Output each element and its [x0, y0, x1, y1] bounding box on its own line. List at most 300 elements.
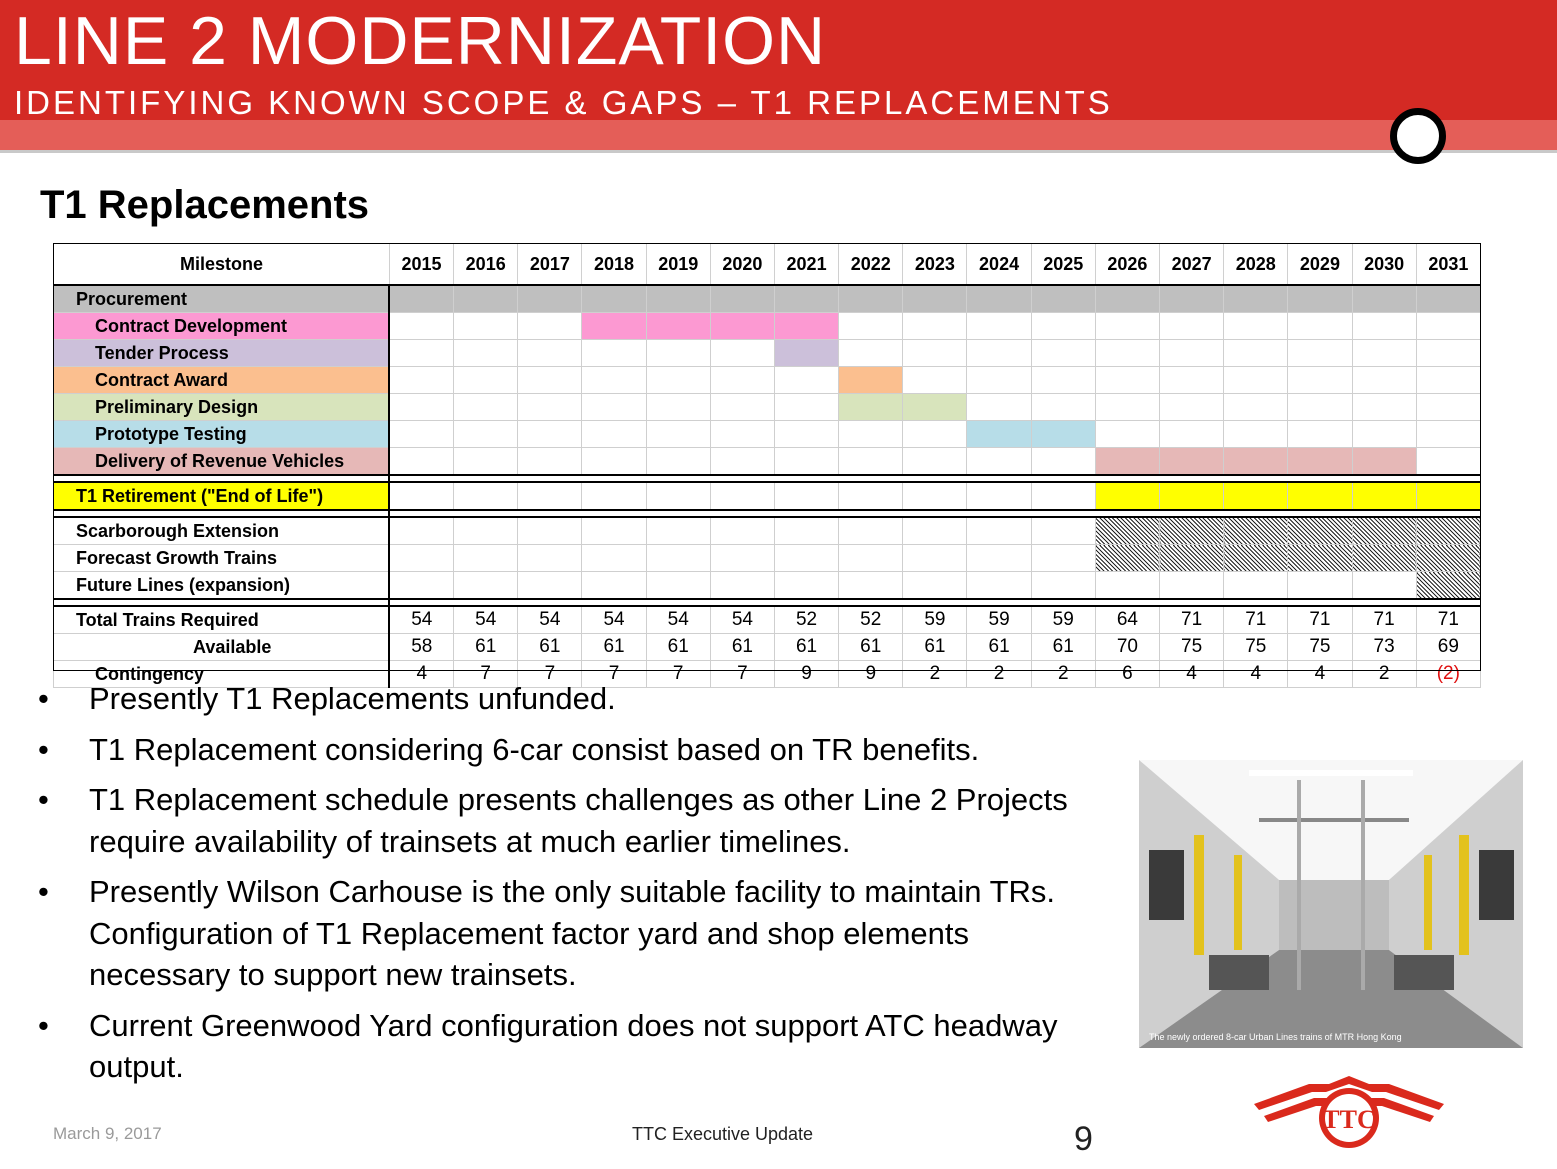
timeline-cell — [646, 285, 710, 313]
year-header: 2026 — [1095, 244, 1159, 286]
timeline-cell — [1031, 517, 1095, 545]
timeline-cell — [903, 448, 967, 476]
timeline-cell — [1160, 572, 1224, 600]
label-procurement: Procurement — [54, 285, 390, 313]
timeline-cell — [774, 482, 838, 510]
bullet-list — [38, 678, 1118, 1097]
timeline-cell — [518, 340, 582, 367]
timeline-cell — [582, 421, 646, 448]
label-t1-retirement: T1 Retirement ("End of Life") — [54, 482, 390, 510]
year-header: 2015 — [389, 244, 453, 286]
timeline-cell — [967, 517, 1031, 545]
timeline-cell — [1095, 482, 1159, 510]
timeline-cell — [967, 394, 1031, 421]
total-required-value: 54 — [518, 606, 582, 634]
contingency-value: 2 — [1031, 661, 1095, 688]
total-required-value: 71 — [1352, 606, 1416, 634]
timeline-cell — [1288, 421, 1352, 448]
contingency-value: 7 — [646, 661, 710, 688]
contingency-value: 9 — [774, 661, 838, 688]
timeline-cell — [1160, 285, 1224, 313]
timeline-cell — [710, 313, 774, 340]
contingency-value: 7 — [710, 661, 774, 688]
line-marker-icon — [1390, 108, 1446, 164]
timeline-cell — [1352, 367, 1416, 394]
bullet-item — [38, 871, 1118, 996]
header-band — [0, 120, 1557, 150]
total-required-value: 71 — [1224, 606, 1288, 634]
contingency-value: 7 — [582, 661, 646, 688]
timeline-cell — [1224, 421, 1288, 448]
timeline-cell — [967, 285, 1031, 313]
total-required-value: 59 — [967, 606, 1031, 634]
row-delivery — [54, 448, 1481, 476]
timeline-cell — [518, 517, 582, 545]
timeline-cell — [967, 572, 1031, 600]
available-value: 61 — [967, 634, 1031, 661]
available-value: 61 — [774, 634, 838, 661]
footer-title: TTC Executive Update — [632, 1124, 814, 1144]
timeline-cell — [1224, 545, 1288, 572]
bullet-dot-icon: • — [38, 1007, 49, 1043]
bullet-dot-icon: • — [38, 731, 49, 767]
timeline-cell — [1352, 421, 1416, 448]
timeline-cell — [839, 517, 903, 545]
available-value: 61 — [454, 634, 518, 661]
total-required-value: 52 — [774, 606, 838, 634]
slide-subtitle: IDENTIFYING KNOWN SCOPE & GAPS – T1 REPLACEMENTS — [14, 84, 1113, 121]
timeline-cell — [1160, 313, 1224, 340]
timeline-cell — [1095, 421, 1159, 448]
footer-date: March 9, 2017 — [53, 1124, 162, 1143]
bullet-dot-icon: • — [38, 874, 49, 909]
total-required-value: 71 — [1288, 606, 1352, 634]
timeline-cell — [389, 572, 453, 600]
timeline-cell — [582, 572, 646, 600]
timeline-cell — [1352, 394, 1416, 421]
timeline-cell — [839, 340, 903, 367]
timeline-cell — [1031, 367, 1095, 394]
timeline-cell — [1416, 572, 1480, 600]
timeline-cell — [1095, 340, 1159, 367]
available-value: 70 — [1095, 634, 1159, 661]
timeline-cell — [1224, 313, 1288, 340]
section-title: T1 Replacements — [40, 183, 370, 227]
timeline-cell — [774, 572, 838, 600]
row-spacer — [54, 599, 1481, 606]
timeline-cell — [1224, 448, 1288, 476]
timeline-cell — [1416, 340, 1480, 367]
timeline-cell — [1031, 572, 1095, 600]
timeline-cell — [903, 394, 967, 421]
timeline-cell — [903, 367, 967, 394]
label-delivery: Delivery of Revenue Vehicles — [54, 448, 390, 476]
timeline-cell — [839, 394, 903, 421]
total-required-value: 54 — [389, 606, 453, 634]
total-required-value: 54 — [582, 606, 646, 634]
timeline-cell — [839, 313, 903, 340]
timeline-cell — [454, 285, 518, 313]
year-header: 2028 — [1224, 244, 1288, 286]
label-total-required: Total Trains Required — [54, 606, 390, 634]
timeline-cell — [1288, 517, 1352, 545]
bullet-item — [38, 779, 1118, 862]
available-value: 73 — [1352, 634, 1416, 661]
year-header: 2024 — [967, 244, 1031, 286]
timeline-cell — [1160, 421, 1224, 448]
timeline-cell — [1416, 448, 1480, 476]
timeline-cell — [1160, 517, 1224, 545]
timeline-cell — [1416, 367, 1480, 394]
timeline-cell — [1352, 482, 1416, 510]
row-procurement — [54, 285, 1481, 313]
contingency-value: 7 — [454, 661, 518, 688]
timeline-cell — [1224, 517, 1288, 545]
timeline-cell — [774, 285, 838, 313]
timeline-cell — [1031, 421, 1095, 448]
timeline-cell — [839, 482, 903, 510]
timeline-cell — [839, 448, 903, 476]
contingency-value: 4 — [1224, 661, 1288, 688]
ttc-logo-icon — [1254, 1076, 1444, 1152]
timeline-cell — [1352, 313, 1416, 340]
timeline-cell — [454, 394, 518, 421]
label-scarborough: Scarborough Extension — [54, 517, 390, 545]
timeline-cell — [389, 448, 453, 476]
bullet-dot-icon: • — [38, 681, 49, 716]
row-spacer — [54, 510, 1481, 517]
timeline-cell — [582, 448, 646, 476]
timeline-cell — [518, 572, 582, 600]
label-contingency: Contingency — [54, 661, 390, 688]
label-contract-award: Contract Award — [54, 367, 390, 394]
timeline-cell — [582, 394, 646, 421]
timeline-cell — [1416, 482, 1480, 510]
timeline-cell — [582, 545, 646, 572]
available-value: 75 — [1288, 634, 1352, 661]
timeline-cell — [1416, 285, 1480, 313]
timeline-cell — [710, 421, 774, 448]
timeline-cell — [1031, 340, 1095, 367]
timeline-cell — [774, 313, 838, 340]
timeline-cell — [710, 572, 774, 600]
total-required-value: 64 — [1095, 606, 1159, 634]
year-header: 2022 — [839, 244, 903, 286]
timeline-cell — [389, 285, 453, 313]
contingency-value: 7 — [518, 661, 582, 688]
timeline-cell — [1095, 313, 1159, 340]
table-header-row — [54, 244, 1481, 286]
timeline-cell — [646, 517, 710, 545]
timeline-cell — [1352, 572, 1416, 600]
timeline-cell — [518, 394, 582, 421]
timeline-cell — [967, 367, 1031, 394]
page-number: 9 — [1074, 1120, 1093, 1158]
timeline-cell — [903, 285, 967, 313]
bullet-text: Current Greenwood Yard configuration does not support ATC headway output. — [89, 1007, 1058, 1084]
timeline-cell — [1416, 313, 1480, 340]
timeline-cell — [646, 482, 710, 510]
timeline-cell — [646, 313, 710, 340]
total-required-value: 59 — [903, 606, 967, 634]
timeline-cell — [903, 572, 967, 600]
row-available — [54, 634, 1481, 661]
timeline-cell — [1288, 394, 1352, 421]
timeline-cell — [1160, 394, 1224, 421]
timeline-cell — [389, 313, 453, 340]
timeline-cell — [1031, 313, 1095, 340]
bullet-item — [38, 678, 1118, 720]
available-value: 61 — [518, 634, 582, 661]
timeline-cell — [1416, 545, 1480, 572]
timeline-cell — [1031, 285, 1095, 313]
timeline-cell — [582, 340, 646, 367]
year-header: 2019 — [646, 244, 710, 286]
year-header: 2021 — [774, 244, 838, 286]
total-required-value: 71 — [1416, 606, 1480, 634]
contingency-value: 2 — [1352, 661, 1416, 688]
timeline-cell — [646, 421, 710, 448]
timeline-cell — [1095, 394, 1159, 421]
timeline-cell — [518, 367, 582, 394]
timeline-cell — [774, 394, 838, 421]
timeline-cell — [1095, 517, 1159, 545]
timeline-cell — [518, 545, 582, 572]
contingency-value: 6 — [1095, 661, 1159, 688]
train-interior-photo — [1139, 760, 1523, 1048]
available-value: 61 — [903, 634, 967, 661]
year-header: 2031 — [1416, 244, 1480, 286]
timeline-cell — [710, 340, 774, 367]
timeline-cell — [1031, 394, 1095, 421]
contingency-value: 4 — [1288, 661, 1352, 688]
timeline-cell — [646, 367, 710, 394]
bullet-item — [38, 729, 1118, 771]
timeline-cell — [454, 367, 518, 394]
timeline-cell — [710, 448, 774, 476]
timeline-cell — [389, 367, 453, 394]
timeline-cell — [710, 545, 774, 572]
timeline-cell — [1031, 448, 1095, 476]
label-contract-development: Contract Development — [54, 313, 390, 340]
timeline-cell — [518, 313, 582, 340]
timeline-cell — [582, 313, 646, 340]
row-forecast-growth — [54, 545, 1481, 572]
row-scarborough — [54, 517, 1481, 545]
timeline-cell — [1416, 517, 1480, 545]
year-header: 2027 — [1160, 244, 1224, 286]
timeline-cell — [967, 340, 1031, 367]
timeline-cell — [774, 448, 838, 476]
timeline-cell — [1288, 313, 1352, 340]
timeline-cell — [710, 482, 774, 510]
year-header: 2018 — [582, 244, 646, 286]
timeline-cell — [1288, 448, 1352, 476]
label-forecast-growth: Forecast Growth Trains — [54, 545, 390, 572]
total-required-value: 54 — [710, 606, 774, 634]
timeline-cell — [903, 517, 967, 545]
timeline-cell — [774, 340, 838, 367]
year-header: 2023 — [903, 244, 967, 286]
timeline-cell — [1160, 340, 1224, 367]
available-value: 61 — [710, 634, 774, 661]
timeline-cell — [582, 285, 646, 313]
bullet-text: T1 Replacement schedule presents challenges as other Line 2 Projects require availability of trainsets at much earlier timelines. — [89, 782, 1068, 859]
timeline-cell — [967, 421, 1031, 448]
label-available: Available — [54, 634, 390, 661]
timeline-cell — [967, 545, 1031, 572]
label-future-lines: Future Lines (expansion) — [54, 572, 390, 600]
timeline-cell — [1352, 517, 1416, 545]
header-divider — [0, 150, 1557, 153]
timeline-cell — [839, 572, 903, 600]
bullet-text: Presently Wilson Carhouse is the only suitable facility to maintain TRs. Configuration of T1 Replacement factor yard and shop elements necessary to support new trainsets. — [89, 874, 1056, 992]
timeline-cell — [1416, 394, 1480, 421]
row-preliminary-design — [54, 394, 1481, 421]
timeline-cell — [1160, 367, 1224, 394]
total-required-value: 54 — [454, 606, 518, 634]
timeline-cell — [1288, 285, 1352, 313]
available-value: 61 — [646, 634, 710, 661]
timeline-cell — [774, 545, 838, 572]
year-header: 2020 — [710, 244, 774, 286]
timeline-cell — [1031, 545, 1095, 572]
total-required-value: 59 — [1031, 606, 1095, 634]
contingency-value: 4 — [389, 661, 453, 688]
timeline-cell — [1095, 367, 1159, 394]
milestone-table — [53, 243, 1481, 688]
timeline-cell — [454, 545, 518, 572]
timeline-cell — [1288, 545, 1352, 572]
year-header: 2017 — [518, 244, 582, 286]
timeline-cell — [1288, 572, 1352, 600]
row-t1-retirement — [54, 482, 1481, 510]
timeline-cell — [1224, 394, 1288, 421]
contingency-value: 4 — [1160, 661, 1224, 688]
timeline-cell — [839, 545, 903, 572]
timeline-cell — [710, 517, 774, 545]
timeline-cell — [1352, 545, 1416, 572]
timeline-cell — [774, 517, 838, 545]
timeline-cell — [1095, 448, 1159, 476]
total-required-value: 71 — [1160, 606, 1224, 634]
timeline-cell — [903, 482, 967, 510]
total-required-value: 54 — [646, 606, 710, 634]
timeline-cell — [582, 517, 646, 545]
timeline-cell — [389, 340, 453, 367]
bullet-dot-icon: • — [38, 782, 49, 817]
timeline-cell — [582, 482, 646, 510]
timeline-cell — [710, 367, 774, 394]
timeline-cell — [518, 285, 582, 313]
contingency-value: 2 — [903, 661, 967, 688]
timeline-cell — [389, 482, 453, 510]
contingency-value: 9 — [839, 661, 903, 688]
available-value: 58 — [389, 634, 453, 661]
contingency-value: 2 — [967, 661, 1031, 688]
slide-title: LINE 2 MODERNIZATION — [14, 3, 827, 79]
timeline-cell — [967, 313, 1031, 340]
row-future-lines — [54, 572, 1481, 600]
label-preliminary-design: Preliminary Design — [54, 394, 390, 421]
timeline-cell — [1095, 545, 1159, 572]
row-contract-award — [54, 367, 1481, 394]
timeline-cell — [518, 482, 582, 510]
bullet-text: T1 Replacement considering 6-car consist based on TR benefits. — [89, 731, 980, 767]
timeline-cell — [774, 421, 838, 448]
timeline-cell — [1416, 421, 1480, 448]
timeline-cell — [967, 482, 1031, 510]
timeline-cell — [903, 340, 967, 367]
available-value: 75 — [1160, 634, 1224, 661]
timeline-cell — [1288, 367, 1352, 394]
timeline-cell — [1288, 340, 1352, 367]
timeline-cell — [582, 367, 646, 394]
timeline-cell — [1160, 448, 1224, 476]
row-spacer — [54, 475, 1481, 482]
total-required-value: 52 — [839, 606, 903, 634]
label-tender-process: Tender Process — [54, 340, 390, 367]
available-value: 61 — [1031, 634, 1095, 661]
timeline-cell — [1224, 482, 1288, 510]
timeline-cell — [839, 285, 903, 313]
timeline-cell — [646, 545, 710, 572]
train-interior-illustration — [1139, 760, 1523, 1048]
timeline-cell — [1352, 340, 1416, 367]
available-value: 69 — [1416, 634, 1480, 661]
available-value: 61 — [839, 634, 903, 661]
timeline-cell — [967, 448, 1031, 476]
timeline-cell — [774, 367, 838, 394]
timeline-cell — [454, 572, 518, 600]
timeline-cell — [454, 313, 518, 340]
timeline-cell — [389, 421, 453, 448]
timeline-cell — [1160, 482, 1224, 510]
timeline-cell — [903, 313, 967, 340]
timeline-cell — [518, 448, 582, 476]
timeline-cell — [1224, 572, 1288, 600]
timeline-cell — [1224, 367, 1288, 394]
timeline-cell — [839, 421, 903, 448]
year-header: 2016 — [454, 244, 518, 286]
timeline-cell — [454, 517, 518, 545]
timeline-cell — [710, 394, 774, 421]
timeline-cell — [518, 421, 582, 448]
timeline-cell — [1224, 285, 1288, 313]
row-prototype-testing — [54, 421, 1481, 448]
year-header: 2030 — [1352, 244, 1416, 286]
bullet-text: Presently T1 Replacements unfunded. — [89, 681, 616, 716]
contingency-value: (2) — [1416, 661, 1480, 688]
year-header: 2025 — [1031, 244, 1095, 286]
label-prototype-testing: Prototype Testing — [54, 421, 390, 448]
row-contract-development — [54, 313, 1481, 340]
timeline-cell — [646, 572, 710, 600]
timeline-cell — [1224, 340, 1288, 367]
timeline-cell — [710, 285, 774, 313]
timeline-cell — [1288, 482, 1352, 510]
timeline-cell — [1352, 285, 1416, 313]
logo-text: TTC — [1322, 1105, 1376, 1134]
timeline-cell — [903, 545, 967, 572]
timeline-cell — [646, 448, 710, 476]
available-value: 75 — [1224, 634, 1288, 661]
timeline-cell — [454, 340, 518, 367]
row-tender-process — [54, 340, 1481, 367]
milestone-header: Milestone — [54, 244, 390, 286]
timeline-cell — [903, 421, 967, 448]
timeline-cell — [1095, 285, 1159, 313]
